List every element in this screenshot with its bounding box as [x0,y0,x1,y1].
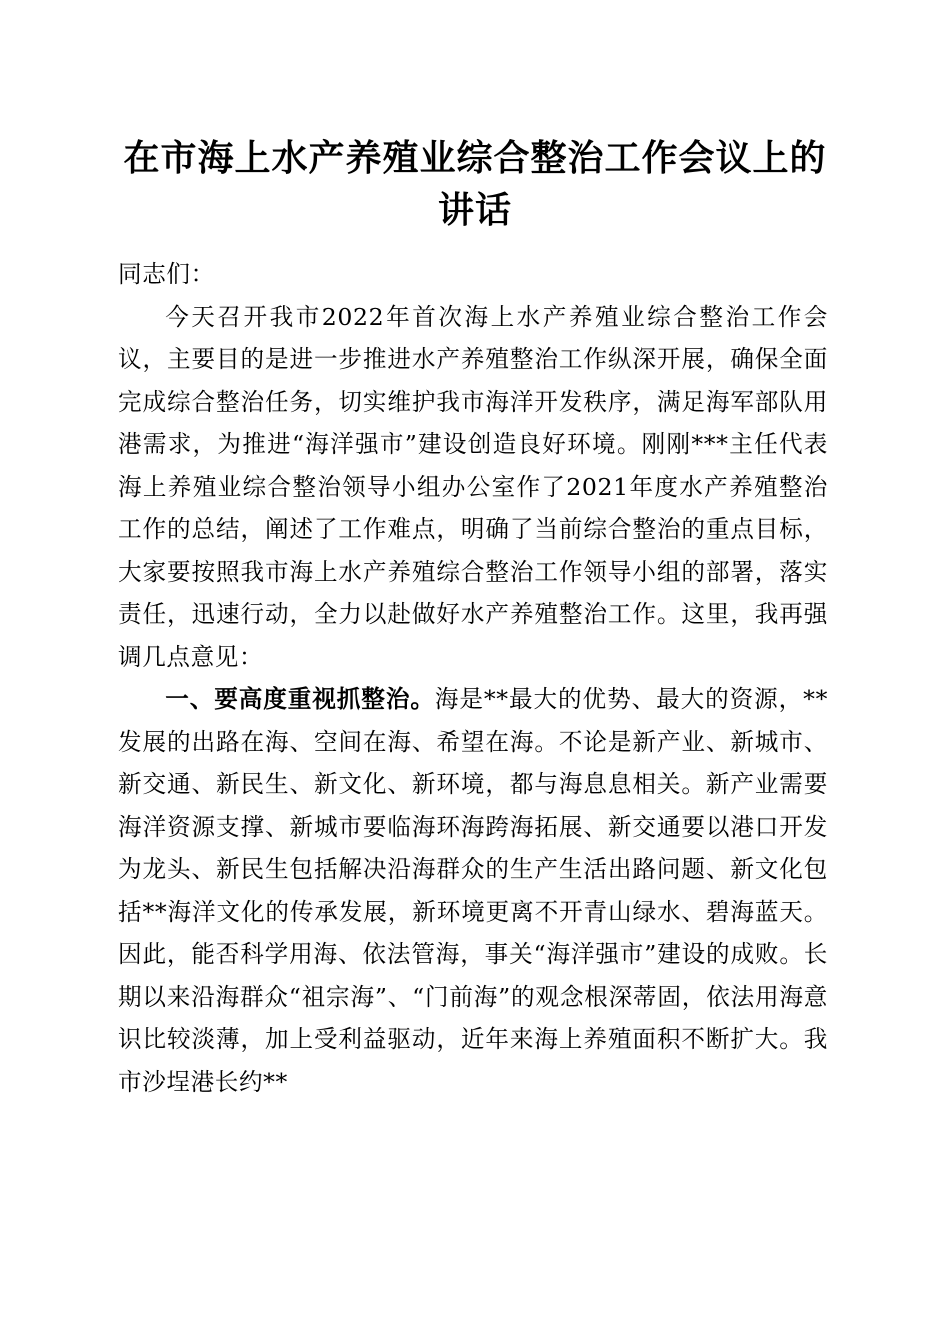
section-1-heading: 一、要高度重视抓整治。 [165,685,435,713]
section-1-paragraph [118,678,828,1103]
document-body [118,253,828,1103]
section-1-text: 海是**最大的优势、最大的资源，**发展的出路在海、空间在海、希望在海。不论是新产业、新城市、新交通、新民生、新文化、新环境，都与海息息相关。新产业需要海洋资源支撑、新城市要临海环海跨海拓展、新交通要以港口开发为龙头、新民生包括解决沿海群众的生产生活出路问题、新文化包括**海洋文化的传承发展，新环境更离不开青山绿水、碧海蓝天。因此，能否科学用海、依法管海，事关“海洋强市”建设的成败。长期以来沿海群众“祖宗海”、“门前海”的观念根深蒂固，依法用海意识比较淡薄，加上受利益驱动，近年来海上养殖面积不断扩大。我市沙埕港长约** [118,685,828,1096]
salutation: 同志们： [118,260,215,288]
document-title: 在市海上水产养殖业综合整治工作会议上的讲话 [123,137,827,231]
intro-paragraph: 今天召开我市2022年首次海上水产养殖业综合整治工作会议，主要目的是进一步推进水产养殖整治工作纵深开展，确保全面完成综合整治任务，切实维护我市海洋开发秩序，满足海军部队用港需求，为推进“海洋强市”建设创造良好环境。刚刚***主任代表海上养殖业综合整治领导小组办公室作了2021年度水产养殖整治工作的总结，阐述了工作难点，明确了当前综合整治的重点目标，大家要按照我市海上水产养殖综合整治工作领导小组的部署，落实责任，迅速行动，全力以赴做好水产养殖整治工作。这里，我再强调几点意见： [118,302,828,671]
